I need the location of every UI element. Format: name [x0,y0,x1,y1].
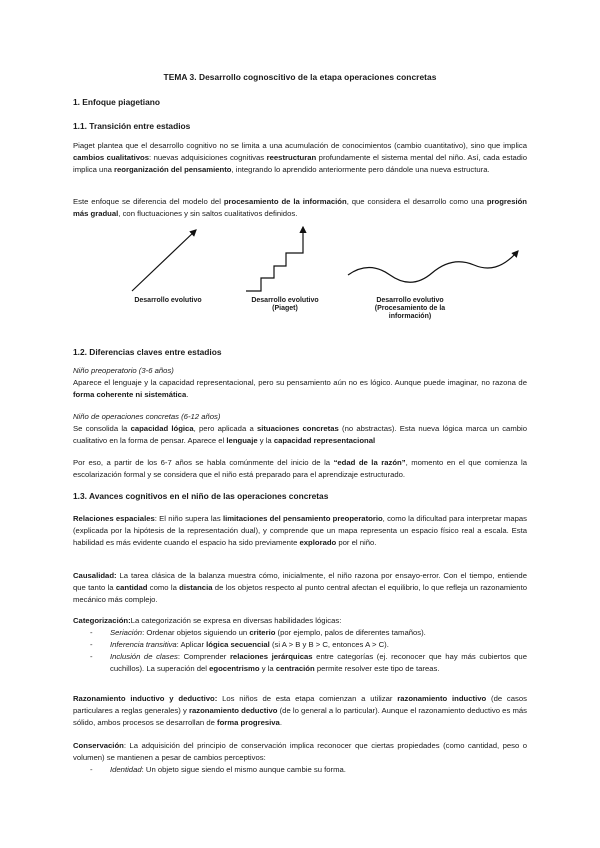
bold-term: progresión más gradual [73,197,527,219]
text-run: Se consolida la [73,424,131,433]
text-run: : Comprender [177,652,230,662]
bold-term: reorganización del pensamiento [114,165,232,175]
text-run: , que considera el desarrollo como una [346,197,487,206]
text-run: (si A > B y B > C, entonces A > C). [269,640,389,650]
bold-term: limitaciones del pensamiento preoperatorio [222,514,383,523]
caption-procesamiento-line3: información) [388,313,432,321]
text-run: y la [259,664,276,674]
development-curves [0,225,600,335]
caption-procesamiento [350,297,470,322]
italic-term: Inclusión de clases [110,652,178,662]
bold-term: razonamiento inductivo [397,694,487,703]
bold-term: cambios cualitativos [73,153,149,163]
text-run: : Ordenar objetos siguiendo un [142,628,250,637]
text-run: : La adquisición del principio de conservación implica reconocer que ciertas propiedades (como cantidad, peso o volumen) se mantienen a pesar de cambios perceptivos: [73,741,527,763]
heading-diferencias-estadios: 1.2. Diferencias claves entre estadios [73,347,222,357]
paragraph-piaget-cambios [73,140,527,176]
text-run: Piaget plantea que el desarrollo cognitivo no se limita a una acumulación de conocimientos (cambio cuantitativo), sino que implica [73,141,527,150]
paragraph-causalidad [73,570,527,606]
text-run: Aparece el lenguaje y la capacidad representacional, pero su pensamiento aún no es lógico. Aunque puede imaginar, no razona de [73,378,527,387]
text-run: permite resolver este tipo de tareas. [314,664,440,674]
text-run: y la [257,436,274,446]
stairs-arrow [246,227,303,291]
caption-piaget-line1: Desarrollo evolutivo [251,297,319,304]
text-run: , integrando lo aprendido anteriormente pero dándole una nueva estructura. [231,165,490,175]
text-run: (de lo general a lo particular). Aunque el razonamiento deductivo es más sólido, ambos procesos se desarrollan de [73,706,527,728]
caption-procesamiento-line2: (Procesamiento de la [374,305,446,313]
bold-term: criterio [249,628,276,637]
text-run: por el niño. [336,538,377,548]
list-categorizacion [73,627,527,675]
list-item [73,651,527,675]
bold-term: capacidad lógica [130,424,194,433]
paragraph-relaciones-espaciales [73,513,527,549]
text-run: , momento en el que comienza la escolarización formal y se considera que el niño está preparado para el aprendizaje estructurado. [73,458,527,480]
text-run: : Un objeto sigue siendo el mismo aunque cambie su forma. [141,765,346,774]
text-run: . [279,718,282,728]
text-run: : El niño supera las [154,514,223,523]
bold-term: lógica secuencial [206,640,270,650]
text-run: entre categorías (ej. reconocer que hay más cubiertos que cuchillos). La superación del [110,652,527,674]
development-diagram [0,225,600,335]
bold-term: distancia [179,583,213,593]
document-title: TEMA 3. Desarrollo cognoscitivo de la etapa operaciones concretas [163,72,437,82]
text-run: (de casos particulares a reglas generales) y [73,694,528,716]
text-run: La categorización se expresa en diversas habilidades lógicas: [130,616,342,625]
text-run: Este enfoque se diferencia del modelo del [73,197,224,206]
bold-term: egocentrismo [209,664,260,674]
bold-term: razonamiento deductivo [188,706,278,716]
caption-piaget [230,297,340,313]
bold-term: Relaciones espaciales [73,514,155,523]
text-run: Por eso, a partir de los 6-7 años se habla comúnmente del inicio de la [73,458,334,467]
paragraph-razonamiento [73,693,527,729]
heading-enfoque-piagetiano: 1. Enfoque piagetiano [73,97,161,107]
text-run: , pero aplicada a [193,424,257,433]
text-run: Los niños de esta etapa comienzan a utilizar [217,694,398,703]
bold-term: capacidad representacional [273,436,376,446]
italic-term: Inferencia transitiva [110,640,177,650]
bold-term: forma progresiva [217,718,280,728]
text-run: , con fluctuaciones y sin saltos cualitativos definidos. [118,209,298,219]
paragraph-preoperatorio [73,377,527,401]
linear-arrow [132,230,196,291]
text-run: : nuevas adquisiciones cognitivas [148,153,267,163]
caption-linear-line1: Desarrollo evolutivo [134,297,202,304]
paragraph-conservacion [73,740,527,764]
paragraph-edad-razon [73,457,527,481]
caption-linear [108,297,228,305]
text-run: profundamente el sistema mental del niño. Así, cada estadio implica una [73,153,528,175]
bold-term: situaciones concretas [256,424,339,433]
label-nino-operaciones-concretas: Niño de operaciones concretas (6-12 años) [73,412,221,421]
bold-term: reestructuran [266,153,317,163]
list-item [73,627,527,639]
label-nino-preoperatorio: Niño preoperatorio (3-6 años) [73,366,174,375]
bold-term: lenguaje [226,436,258,446]
italic-term: Seriación [110,628,143,637]
text-run: : Aplicar [176,640,207,650]
paragraph-procesamiento [73,196,527,220]
caption-piaget-line2: (Piaget) [272,305,298,313]
wave-arrow [348,251,518,282]
heading-avances-cognitivos: 1.3. Avances cognitivos en el niño de las operaciones concretas [73,491,329,501]
bold-term: “edad de la razón” [333,458,406,467]
paragraph-operaciones-concretas [73,423,527,447]
italic-term: Identidad [110,765,142,774]
text-run: , como la dificultad para interpretar mapas (explicada por la hipótesis de la representación dual), y comprende que un mapa representa un espacio físico real a escala. Esta habilidad es más evidente cuando el espacio ha sido previamente [73,514,528,548]
list-item [73,764,527,776]
text-run: (por ejemplo, palos de diferentes tamaños). [275,628,426,637]
caption-procesamiento-line1: Desarrollo evolutivo [376,297,444,304]
list-item [73,639,527,651]
bold-term: Causalidad: [73,571,117,580]
text-run: como la [147,583,180,593]
text-run: La tarea clásica de la balanza muestra cómo, inicialmente, el niño razona por ensayo-error. Con el tiempo, entiende que tanto la [73,571,527,593]
list-conservacion [73,764,527,776]
paragraph-categorizacion [73,615,527,627]
text-run: . [186,390,189,400]
bold-term: Conservación [73,741,124,750]
bold-term: Categorización: [73,616,131,625]
text-run: (no abstractas). Esta nueva lógica marca un cambio cualitativo en la forma de pensar. Aparece el [73,424,527,446]
text-run: de los objetos respecto al punto central afectan el equilibrio, lo que refleja un razonamiento mecánico más complejo. [73,583,527,605]
bold-term: explorado [299,538,337,548]
bold-term: forma coherente ni sistemática [73,390,187,400]
heading-transicion-estadios: 1.1. Transición entre estadios [73,121,191,131]
bold-term: procesamiento de la información [223,197,347,206]
bold-term: cantidad [115,583,148,593]
bold-term: relaciones jerárquicas [229,652,313,662]
bold-term: centración [275,664,315,674]
bold-term: Razonamiento inductivo y deductivo: [73,694,218,703]
